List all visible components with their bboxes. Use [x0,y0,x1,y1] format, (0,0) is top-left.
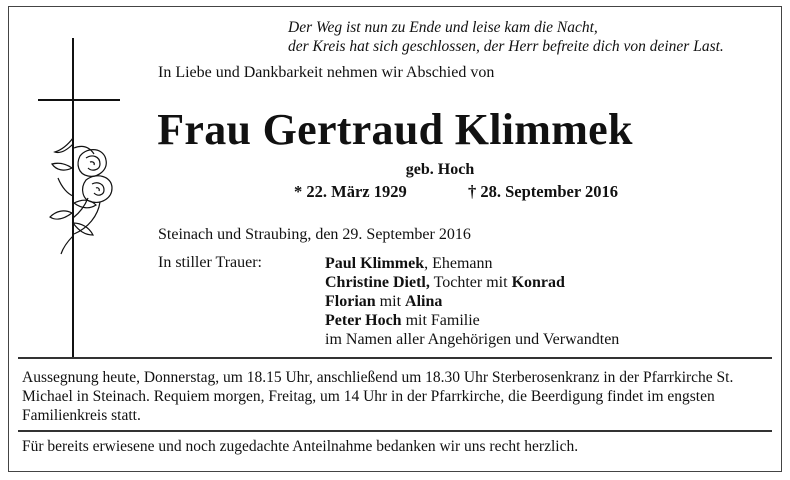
death-date: † 28. September 2016 [468,182,619,201]
mourners-list [325,254,619,349]
divider-top [18,357,772,359]
motto-verse [288,18,724,56]
thanks-text: Für bereits erwiesene und noch zugedachte Anteilnahme bedanken wir uns recht herzlich. [22,438,579,455]
mourner-line: Peter Hoch mit Familie [325,312,480,329]
motto-line-1: Der Weg ist nun zu Ende und leise kam die Nacht, [288,19,598,36]
service-information: Aussegnung heute, Donnerstag, um 18.15 Uhr, anschließend um 18.30 Uhr Sterberosenkranz in der Pfarrkirche St. Michael in Steinach. Requiem morgen, Freitag, um 14 Uhr in der Pfarrkirche, die Beerdigung findet im engsten Familienkreis statt. [22,369,734,424]
cross-with-roses-icon [28,38,138,358]
mourner-line: im Namen aller Angehörigen und Verwandten [325,331,620,348]
motto-line-2: der Kreis hat sich geschlossen, der Herr befreite dich von deiner Last. [288,38,724,55]
mourner-line: Christine Dietl, Tochter mit Konrad [325,274,565,291]
maiden-name: geb. Hoch [405,161,475,178]
intro-text: In Liebe und Dankbarkeit nehmen wir Abschied von [158,64,495,81]
place-and-date: Steinach und Straubing, den 29. September 2016 [158,226,471,243]
mourner-line: Paul Klimmek, Ehemann [325,255,493,272]
birth-date: * 22. März 1929 [294,182,407,201]
mourner-line: Florian mit Alina [325,293,443,310]
deceased-name: Frau Gertraud Klimmek [157,105,633,154]
mourning-label: In stiller Trauer: [158,254,262,271]
divider-bottom [18,430,772,432]
